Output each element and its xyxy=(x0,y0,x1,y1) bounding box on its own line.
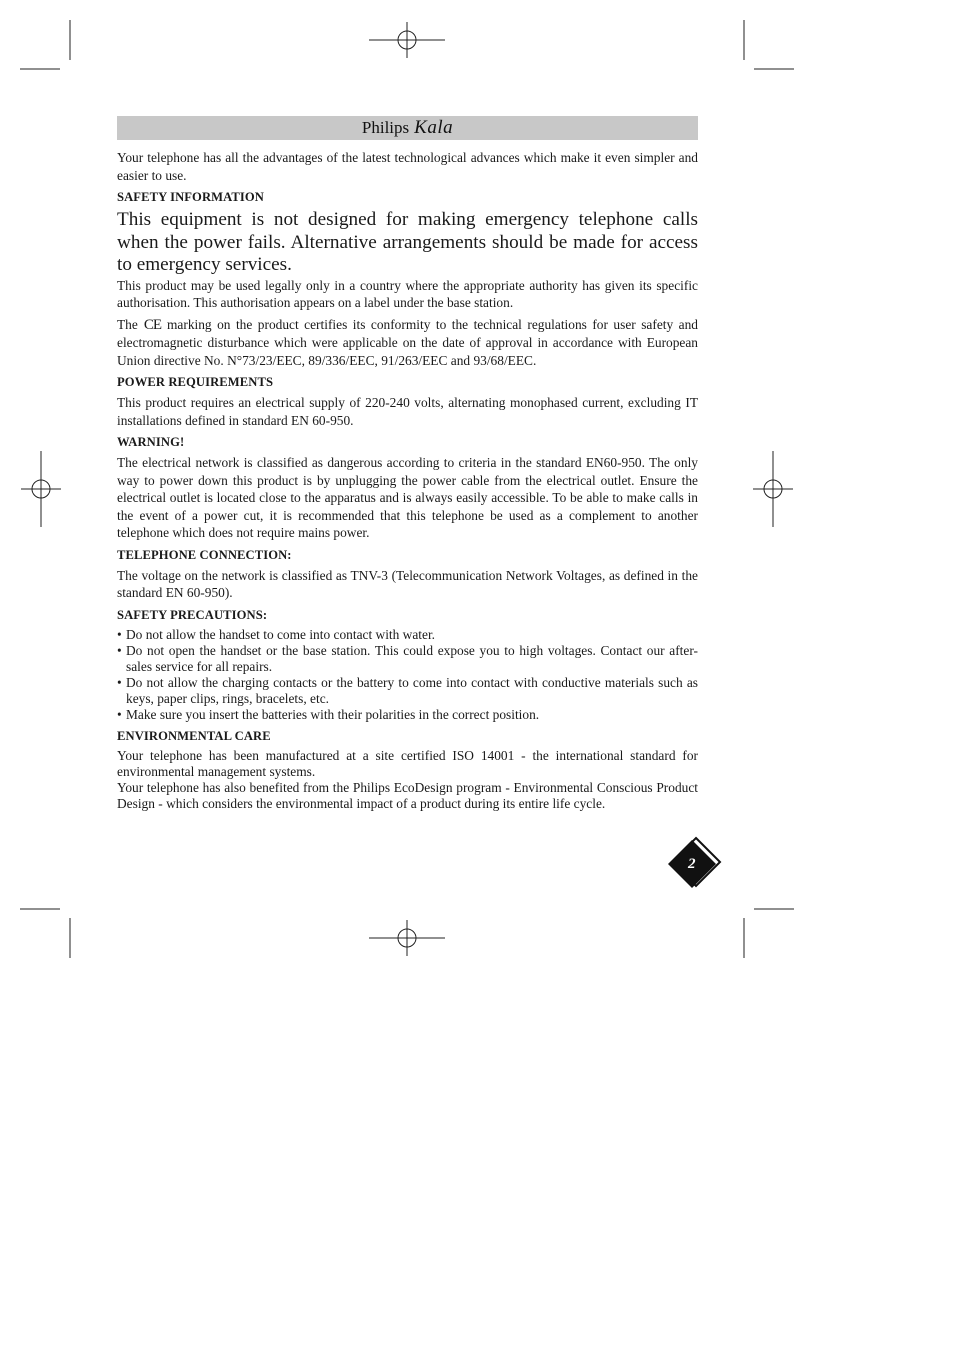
list-item: • Do not open the handset or the base station. This could expose you to high voltages. Contact our after-sales service for all repairs. xyxy=(117,643,698,675)
page-number-badge xyxy=(668,836,722,890)
power-requirements-text: This product requires an electrical supply of 220-240 volts, alternating monophased current, excluding IT installations defined in standard EN 60-950. xyxy=(117,395,698,428)
list-item: • Do not allow the charging contacts or the battery to come into contact with conductive materials such as keys, paper clips, rings, bracelets, etc. xyxy=(117,675,698,707)
safety-precautions-heading: SAFETY PRECAUTIONS: xyxy=(117,607,268,622)
environmental-care-text-1: Your telephone has been manufactured at a site certified ISO 14001 - the international standard for environmental management systems. xyxy=(117,747,698,779)
safety-precautions-list xyxy=(117,627,698,723)
environmental-care-body xyxy=(117,748,698,812)
telephone-connection-heading: TELEPHONE CONNECTION: xyxy=(117,547,292,562)
warning-text: The electrical network is classified as dangerous according to criteria in the standard EN60-950. The only way to power down this product is by unplugging the power cable from the electrical outlet. Ensure the electrical outlet is located close to the apparatus and is always easily accessible. To be able to make calls in the event of a power cut, it is recommended that this telephone be used as a complement to another telephone which does not require mains power. xyxy=(117,455,698,541)
environmental-care-heading: ENVIRONMENTAL CARE xyxy=(117,728,271,743)
list-item: • Make sure you insert the batteries with their polarities in the correct position. xyxy=(117,707,698,723)
brand-name: Philips xyxy=(361,118,410,137)
document-page xyxy=(117,116,698,812)
page-number: 2 xyxy=(688,856,696,872)
emergency-notice: This equipment is not designed for making emergency telephone calls when the power fails. Alternative arrangements should be made for access to emergency services. xyxy=(117,209,698,276)
safety-information-heading: SAFETY INFORMATION xyxy=(117,190,264,204)
model-logo: Kala xyxy=(414,117,454,138)
power-requirements-heading: POWER REQUIREMENTS xyxy=(117,375,274,390)
ce-mark-icon: CE xyxy=(143,316,161,333)
ce-paragraph xyxy=(117,316,698,370)
authorisation-text: This product may be used legally only in a country where the appropriate authority has given its specific authorisation. This authorisation appears on a label under the base station. xyxy=(117,277,698,311)
header-bar xyxy=(117,116,698,140)
list-item: • Do not allow the handset to come into contact with water. xyxy=(117,627,698,643)
telephone-connection-text: The voltage on the network is classified as TNV-3 (Telecommunication Network Voltages, as defined in the standard EN 60-950). xyxy=(117,567,698,601)
environmental-care-text-2: Your telephone has also benefited from the Philips EcoDesign program - Environmental Conscious Product Design - which considers the environmental impact of a product during its entire life cycle. xyxy=(117,779,698,811)
intro-text: Your telephone has all the advantages of the latest technological advances which make it even simpler and easier to use. xyxy=(117,150,698,183)
warning-heading: WARNING! xyxy=(117,435,185,450)
ce-text: marking on the product certifies its conformity to the technical regulations for user safety and electromagnetic disturbance which were applicable on the date of approval in accordance with European Union directive No. N°73/23/EEC, 89/336/EEC, 91/263/EEC and 93/68/EEC. xyxy=(117,316,698,368)
ce-prefix: The xyxy=(117,316,138,332)
